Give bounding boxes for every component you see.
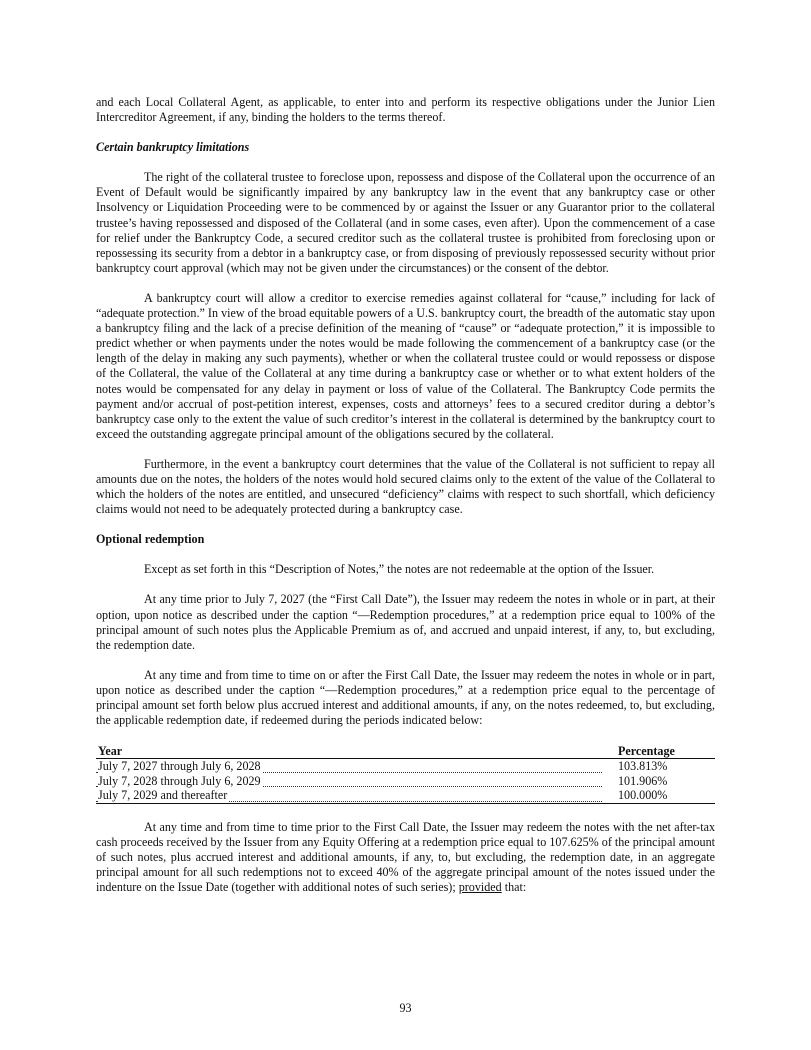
paragraph-after-first-call-date: At any time and from time to time on or after the First Call Date, the Issuer may redeem the notes in whole or in part, upon notice as described under the caption “—Redemption procedures,” at a redemption price equal to the percentage of principal amount set forth below plus accrued interest and additional amounts, if any, on the notes redeemed, to, but excluding, the applicable redemption date, if redeemed during the periods indicated below: (96, 667, 715, 728)
paragraph-deficiency-claims: Furthermore, in the event a bankruptcy court determines that the value of the Collateral is not sufficient to repay all amounts due on the notes, the holders of the notes would hold secured claims only to the extent of the value of the Collateral to which the holders of the notes are entitled, and unsecured “deficiency” claims with respect to such shortfall, which deficiency claims would not need to be adequately protected during a bankruptcy case. (96, 456, 715, 517)
page-number: 93 (399, 1001, 412, 1015)
table-row (96, 759, 715, 774)
equity-offering-tail: that: (501, 880, 527, 895)
column-header-percentage: Percentage (606, 743, 715, 759)
paragraph-continuation: and each Local Collateral Agent, as applicable, to enter into and perform its respective obligations under the Junior Lien Intercreditor Agreement, if any, binding the holders to the terms thereof. (96, 95, 715, 125)
paragraph-foreclosure-rights: The right of the collateral trustee to foreclose upon, repossess and dispose of the Collateral upon the occurrence of an Event of Default would be significantly impaired by any bankruptcy law in the event that any bankruptcy case or other Insolvency or Liquidation Proceeding were to be commenced by or against the Issuer or any Guarantor prior to the collateral trustee’s having repossessed and disposed of the Collateral (and in some cases, even after). Upon the commencement of a case for relief under the Bankruptcy Code, a secured creditor such as the collateral trustee is prohibited from foreclosing upon or repossessing its security from a debtor in a bankruptcy case, or from disposing of previously repossessed security without prior bankruptcy court approval (which may not be given under the circumstances) or the consent of the debtor. (96, 170, 715, 275)
table-header-row (96, 743, 715, 759)
table-cell-year: July 7, 2027 through July 6, 2028 (96, 759, 606, 774)
redemption-price-table (96, 743, 715, 804)
table-row (96, 774, 715, 789)
table-cell-percentage: 100.000% (606, 788, 715, 803)
paragraph-equity-offering-redemption (96, 820, 715, 895)
heading-optional-redemption: Optional redemption (96, 532, 205, 547)
column-header-year: Year (96, 743, 606, 759)
paragraph-adequate-protection: A bankruptcy court will allow a creditor to exercise remedies against collateral for “cause,” including for lack of “adequate protection.” In view of the broad equitable powers of a U.S. bankruptcy court, the breadth of the automatic stay upon a bankruptcy filing and the lack of a precise definition of the meaning of “cause” or “adequate protection,” it is impossible to predict whether or when payments under the notes would be made following the commencement of a bankruptcy case (or the length of the delay in making any such payments), whether or when the collateral trustee could or would repossess or dispose of the Collateral, the value of the Collateral at any time during a bankruptcy case or whether or to what extent holders of the notes would be compensated for any delay in payment or loss of value of the Collateral. The Bankruptcy Code permits the payment and/or accrual of post-petition interest, expenses, costs and attorneys’ fees to a secured creditor during a debtor’s bankruptcy case only to the extent the value of such creditor’s interest in the collateral is determined by the bankruptcy court to exceed the outstanding aggregate principal amount of the obligations secured by the collateral. (96, 290, 715, 441)
equity-offering-text: At any time and from time to time prior to the First Call Date, the Issuer may redeem the notes with the net after-tax cash proceeds received by the Issuer from any Equity Offering at a redemption price equal to 107.625% of the principal amount of such notes, plus accrued interest and additional amounts, if any, to, but excluding, the redemption date, in an aggregate principal amount for all such redemptions not to exceed 40% of the aggregate principal amount of the notes issued under the indenture on the Issue Date (together with additional notes of such series); (96, 819, 715, 895)
paragraph-not-redeemable: Except as set forth in this “Description of Notes,” the notes are not redeemable at the option of the Issuer. (144, 562, 655, 577)
heading-certain-bankruptcy-limitations: Certain bankruptcy limitations (96, 140, 250, 155)
table-cell-percentage: 101.906% (618, 773, 668, 788)
table-row (96, 788, 715, 803)
paragraph-first-call-date: At any time prior to July 7, 2027 (the “First Call Date”), the Issuer may redeem the notes in whole or in part, at their option, upon notice as described under the caption “—Redemption procedures,” at a redemption price equal to 100% of the principal amount of such notes plus the Applicable Premium as of, and accrued and unpaid interest, if any, to, but excluding, the redemption date. (96, 592, 715, 652)
provided-term: provided (458, 880, 502, 895)
table-cell-year: July 7, 2028 through July 6, 2029 (96, 774, 606, 789)
table-cell-percentage: 103.813% (618, 759, 668, 774)
table-cell-year: July 7, 2029 and thereafter (96, 788, 606, 803)
